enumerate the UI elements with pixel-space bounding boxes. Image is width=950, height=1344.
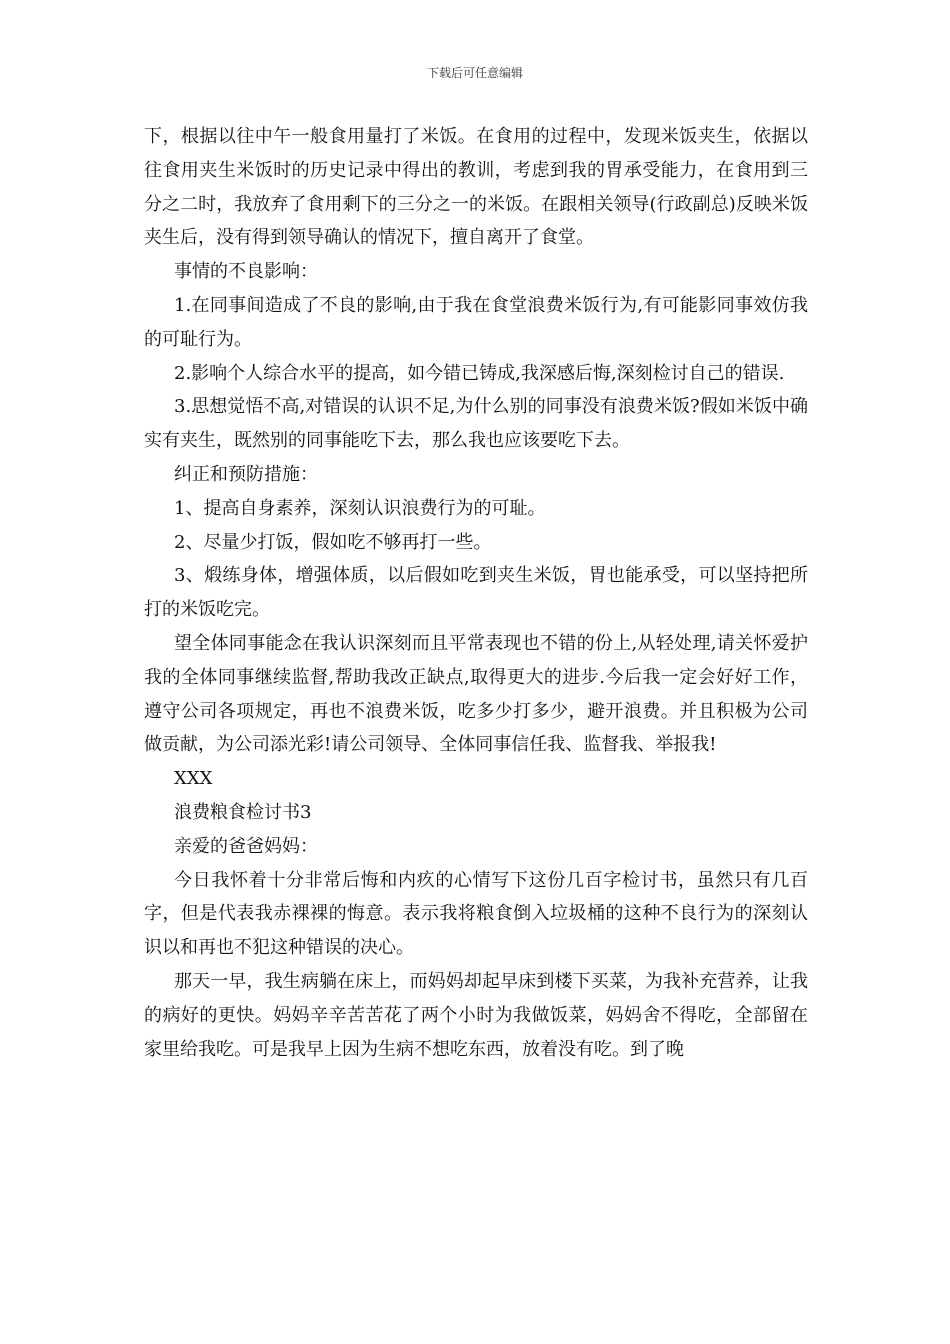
document-title: 浪费粮食检讨书3 bbox=[174, 801, 312, 823]
list-item: 3.思想觉悟不高,对错误的认识不足,为什么别的同事没有浪费米饭?假如米饭中确实有夹生，既然别的同事能吃下去，那么我也应该要吃下去。 bbox=[144, 396, 808, 452]
list-item: 1、提高自身素养，深刻认识浪费行为的可耻。 bbox=[174, 497, 546, 519]
paragraph: 望全体同事能念在我认识深刻而且平常表现也不错的份上,从轻处理,请关怀爱护我的全体同事继续监督,帮助我改正缺点,取得更大的进步.今后我一定会好好工作，遵守公司各项规定，再也不浪费米饭，吃多少打多少，避开浪费。并且积极为公司做贡献，为公司添光彩!请公司领导、全体同事信任我、监督我、举报我! bbox=[144, 632, 808, 756]
salutation: 亲爱的爸爸妈妈： bbox=[174, 835, 318, 857]
signature: XXX bbox=[174, 768, 213, 790]
list-item: 3、煅练身体，增强体质，以后假如吃到夹生米饭，胃也能承受，可以坚持把所打的米饭吃完。 bbox=[144, 565, 808, 621]
page-header: 下载后可任意编辑 bbox=[426, 66, 523, 80]
paragraph: 下，根据以往中午一般食用量打了米饭。在食用的过程中，发现米饭夹生，依据以往食用夹生米饭时的历史记录中得出的教训，考虑到我的胃承受能力，在食用到三分之二时，我放弃了食用剩下的三分之一的米饭。在跟相关领导(行政副总)反映米饭夹生后，没有得到领导确认的情况下，擅自离开了食堂。 bbox=[144, 126, 808, 249]
document-body bbox=[144, 120, 808, 1066]
section-heading: 事情的不良影响： bbox=[174, 261, 318, 283]
section-heading: 纠正和预防措施： bbox=[174, 463, 318, 485]
list-item: 1.在同事间造成了不良的影响,由于我在食堂浪费米饭行为,有可能影同事效仿我的可耻行为。 bbox=[144, 294, 808, 350]
list-item: 2.影响个人综合水平的提高，如今错已铸成,我深感后悔,深刻检讨自己的错误. bbox=[174, 362, 785, 384]
paragraph: 今日我怀着十分非常后悔和内疚的心情写下这份几百字检讨书，虽然只有几百字，但是代表我赤裸裸的悔意。表示我将粮食倒入垃圾桶的这种不良行为的深刻认识以和再也不犯这种错误的决心。 bbox=[144, 869, 808, 959]
paragraph: 那天一早，我生病躺在床上，而妈妈却起早床到楼下买菜，为我补充营养，让我的病好的更快。妈妈辛辛苦苦花了两个小时为我做饭菜，妈妈舍不得吃，全部留在家里给我吃。可是我早上因为生病不想吃东西，放着没有吃。到了晚 bbox=[144, 970, 808, 1060]
list-item: 2、尽量少打饭，假如吃不够再打一些。 bbox=[174, 531, 492, 553]
